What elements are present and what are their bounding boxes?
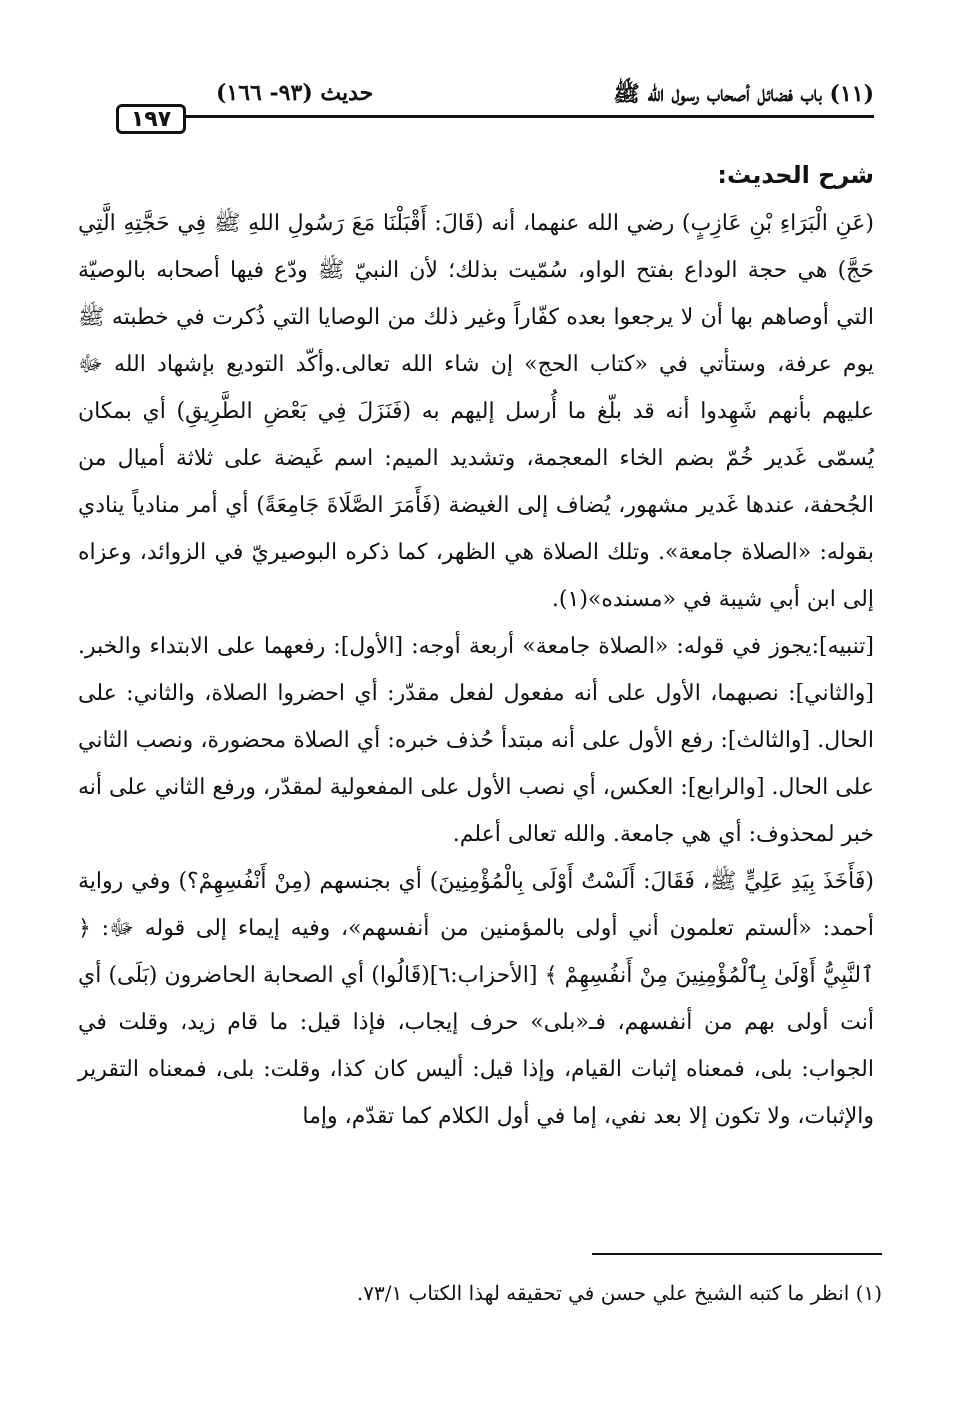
header-rule (184, 115, 874, 118)
chapter-title: (١١) باب فضائل أصحاب رسول الله ﷺ (613, 81, 874, 107)
hadith-range: حديث (٩٣- ١٦٦) (216, 80, 374, 106)
section-heading: شرح الحديث: (717, 161, 874, 189)
running-header (116, 80, 874, 132)
paragraph-continuation: (فَأَخَذَ بِيَدِ عَلِيٍّ ﷺ، فَقَالَ: أَلَسْتُ أَوْلَى بِالْمُؤْمِنِينَ) أي بجنسهم (مِنْ أَنْفُسِهِمْ؟) وفي رواية أحمد: «ألستم تعلمون أني أولى بالمؤمنين من أنفسهم»، وفيه إيماء إلى قوله ﷻ: ﴿ ٱلنَّبِيُّ أَوْلَىٰ بِٱلْمُؤْمِنِينَ مِنْ أَنفُسِهِمْ ﴾ [الأحزاب:٦](قَالُوا) أي الصحابة الحاضرون (بَلَى) أي أنت أولى بهم من أنفسهم، فـ«بلى» حرف إيجاب، فإذا قيل: ما قام زيد، وقلت في الجواب: بلى، فمعناه إثبات القيام، وإذا قيل: أليس كان كذا، وقلت: بلى، فمعناه التقرير والإثبات، ولا تكون إلا بعد نفي، إما في أول الكلام كما تقدّم، وإما (78, 869, 875, 1129)
paragraph-note: [تنبيه]:يجوز في قوله: «الصلاة جامعة» أربعة أوجه: [الأول]: رفعهما على الابتداء والخبر. [والثاني]: نصبهما، الأول على أنه مفعول لفعل مقدّر: أي احضروا الصلاة، والثاني: على الحال. [والثالث]: رفع الأول على أنه مبتدأ حُذف خبره: أي الصلاة محضورة، ونصب الثاني على الحال. [والرابع]: العكس، أي نصب الأول على المفعولية لمقدّر، ورفع الثاني على أنه خبر لمحذوف: أي هي جامعة. والله تعالى أعلم. (78, 634, 874, 847)
page-number: ١٩٧ (116, 104, 186, 134)
footnote-rule (592, 1253, 882, 1255)
paragraph-hadith-commentary: (عَنِ الْبَرَاءِ بْنِ عَازِبٍ) رضي الله عنهما، أنه (قَالَ: أَقْبَلْنَا مَعَ رَسُولِ اللهِ ﷺ فِي حَجَّتِهِ الَّتِي حَجَّ) هي حجة الوداع بفتح الواو، سُمّيت بذلك؛ لأن النبيّ ﷺ ودّع فيها أصحابه بالوصيّة التي أوصاهم بها أن لا يرجعوا بعده كفّاراً وغير ذلك من الوصايا التي ذُكرت في خطبته ﷺ يوم عرفة، وستأتي في «كتاب الحج» إن شاء الله تعالى.وأكّد التوديع بإشهاد الله ﷻ عليهم بأنهم شَهِدوا أنه قد بلّغ ما أُرسل إليهم به (فَنَزَلَ فِي بَعْضِ الطَّرِيقِ) أي بمكان يُسمّى غَدير خُمّ بضم الخاء المعجمة، وتشديد الميم: اسم غَيضة على ثلاثة أميال من الجُحفة، عندها غَدير مشهور، يُضاف إلى الغيضة (فَأَمَرَ الصَّلَاةَ جَامِعَةً) أي أمر منادياً ينادي بقوله: «الصلاة جامعة». وتلك الصلاة هي الظهر، كما ذكره البوصيريّ في الزوائد، وعزاه إلى ابن أبي شيبة في «مسنده»(١). (78, 211, 874, 612)
body-text (78, 150, 874, 1140)
footnote: (١) انظر ما كتبه الشيخ علي حسن في تحقيقه لهذا الكتاب ٧٣/١. (356, 1281, 882, 1305)
